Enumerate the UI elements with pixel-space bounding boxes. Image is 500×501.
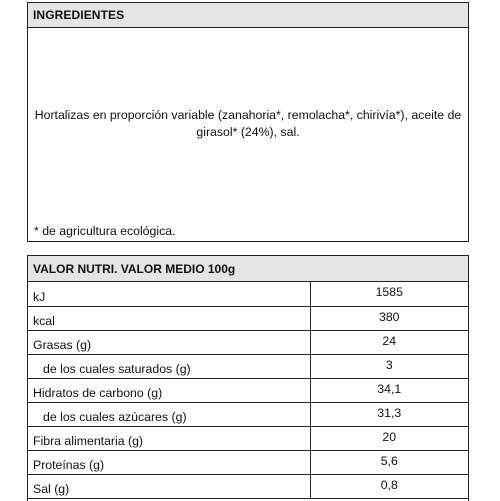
- table-row: [28, 402, 468, 426]
- nutrition-title: VALOR NUTRI. VALOR MEDIO 100g: [28, 256, 468, 282]
- nutrient-label: Proteínas (g): [28, 450, 310, 474]
- table-row: [28, 354, 468, 378]
- nutrient-value: 34,1: [310, 378, 468, 402]
- nutrient-value: 1585: [310, 282, 468, 306]
- nutrition-table: [28, 282, 468, 499]
- nutrient-value: 20: [310, 426, 468, 450]
- ingredients-text-line-1: Hortalizas en proporción variable (zanahoria*, remolacha*, chirivía*), aceite de: [34, 108, 462, 122]
- organic-footnote: * de agricultura ecológica.: [34, 224, 176, 238]
- table-row: [28, 378, 468, 402]
- ingredients-text-line-2: girasol* (24%), sal.: [196, 125, 300, 139]
- nutrient-label: Grasas (g): [28, 330, 310, 354]
- nutrient-label: de los cuales azúcares (g): [28, 402, 310, 426]
- nutrient-value: 380: [310, 306, 468, 330]
- nutrient-value: 5,6: [310, 450, 468, 474]
- table-row: [28, 426, 468, 450]
- nutrition-panel: [27, 255, 469, 501]
- table-row: [28, 450, 468, 474]
- nutrient-label: Fibra alimentaria (g): [28, 426, 310, 450]
- table-row: [28, 330, 468, 354]
- nutrient-value: 0,8: [310, 474, 468, 498]
- nutrient-value: 3: [310, 354, 468, 378]
- ingredients-title: INGREDIENTES: [28, 3, 468, 28]
- nutrient-label: kJ: [28, 282, 310, 306]
- nutrient-value: 24: [310, 330, 468, 354]
- table-row: [28, 306, 468, 330]
- nutrient-label: kcal: [28, 306, 310, 330]
- table-row: [28, 474, 468, 498]
- ingredients-text: [28, 107, 468, 141]
- ingredients-panel: [27, 2, 469, 242]
- nutrient-label: Sal (g): [28, 474, 310, 498]
- table-row: [28, 282, 468, 306]
- nutrient-label: Hidratos de carbono (g): [28, 378, 310, 402]
- nutrient-label: de los cuales saturados (g): [28, 354, 310, 378]
- nutrient-value: 31,3: [310, 402, 468, 426]
- nutrition-table-body: [28, 282, 468, 498]
